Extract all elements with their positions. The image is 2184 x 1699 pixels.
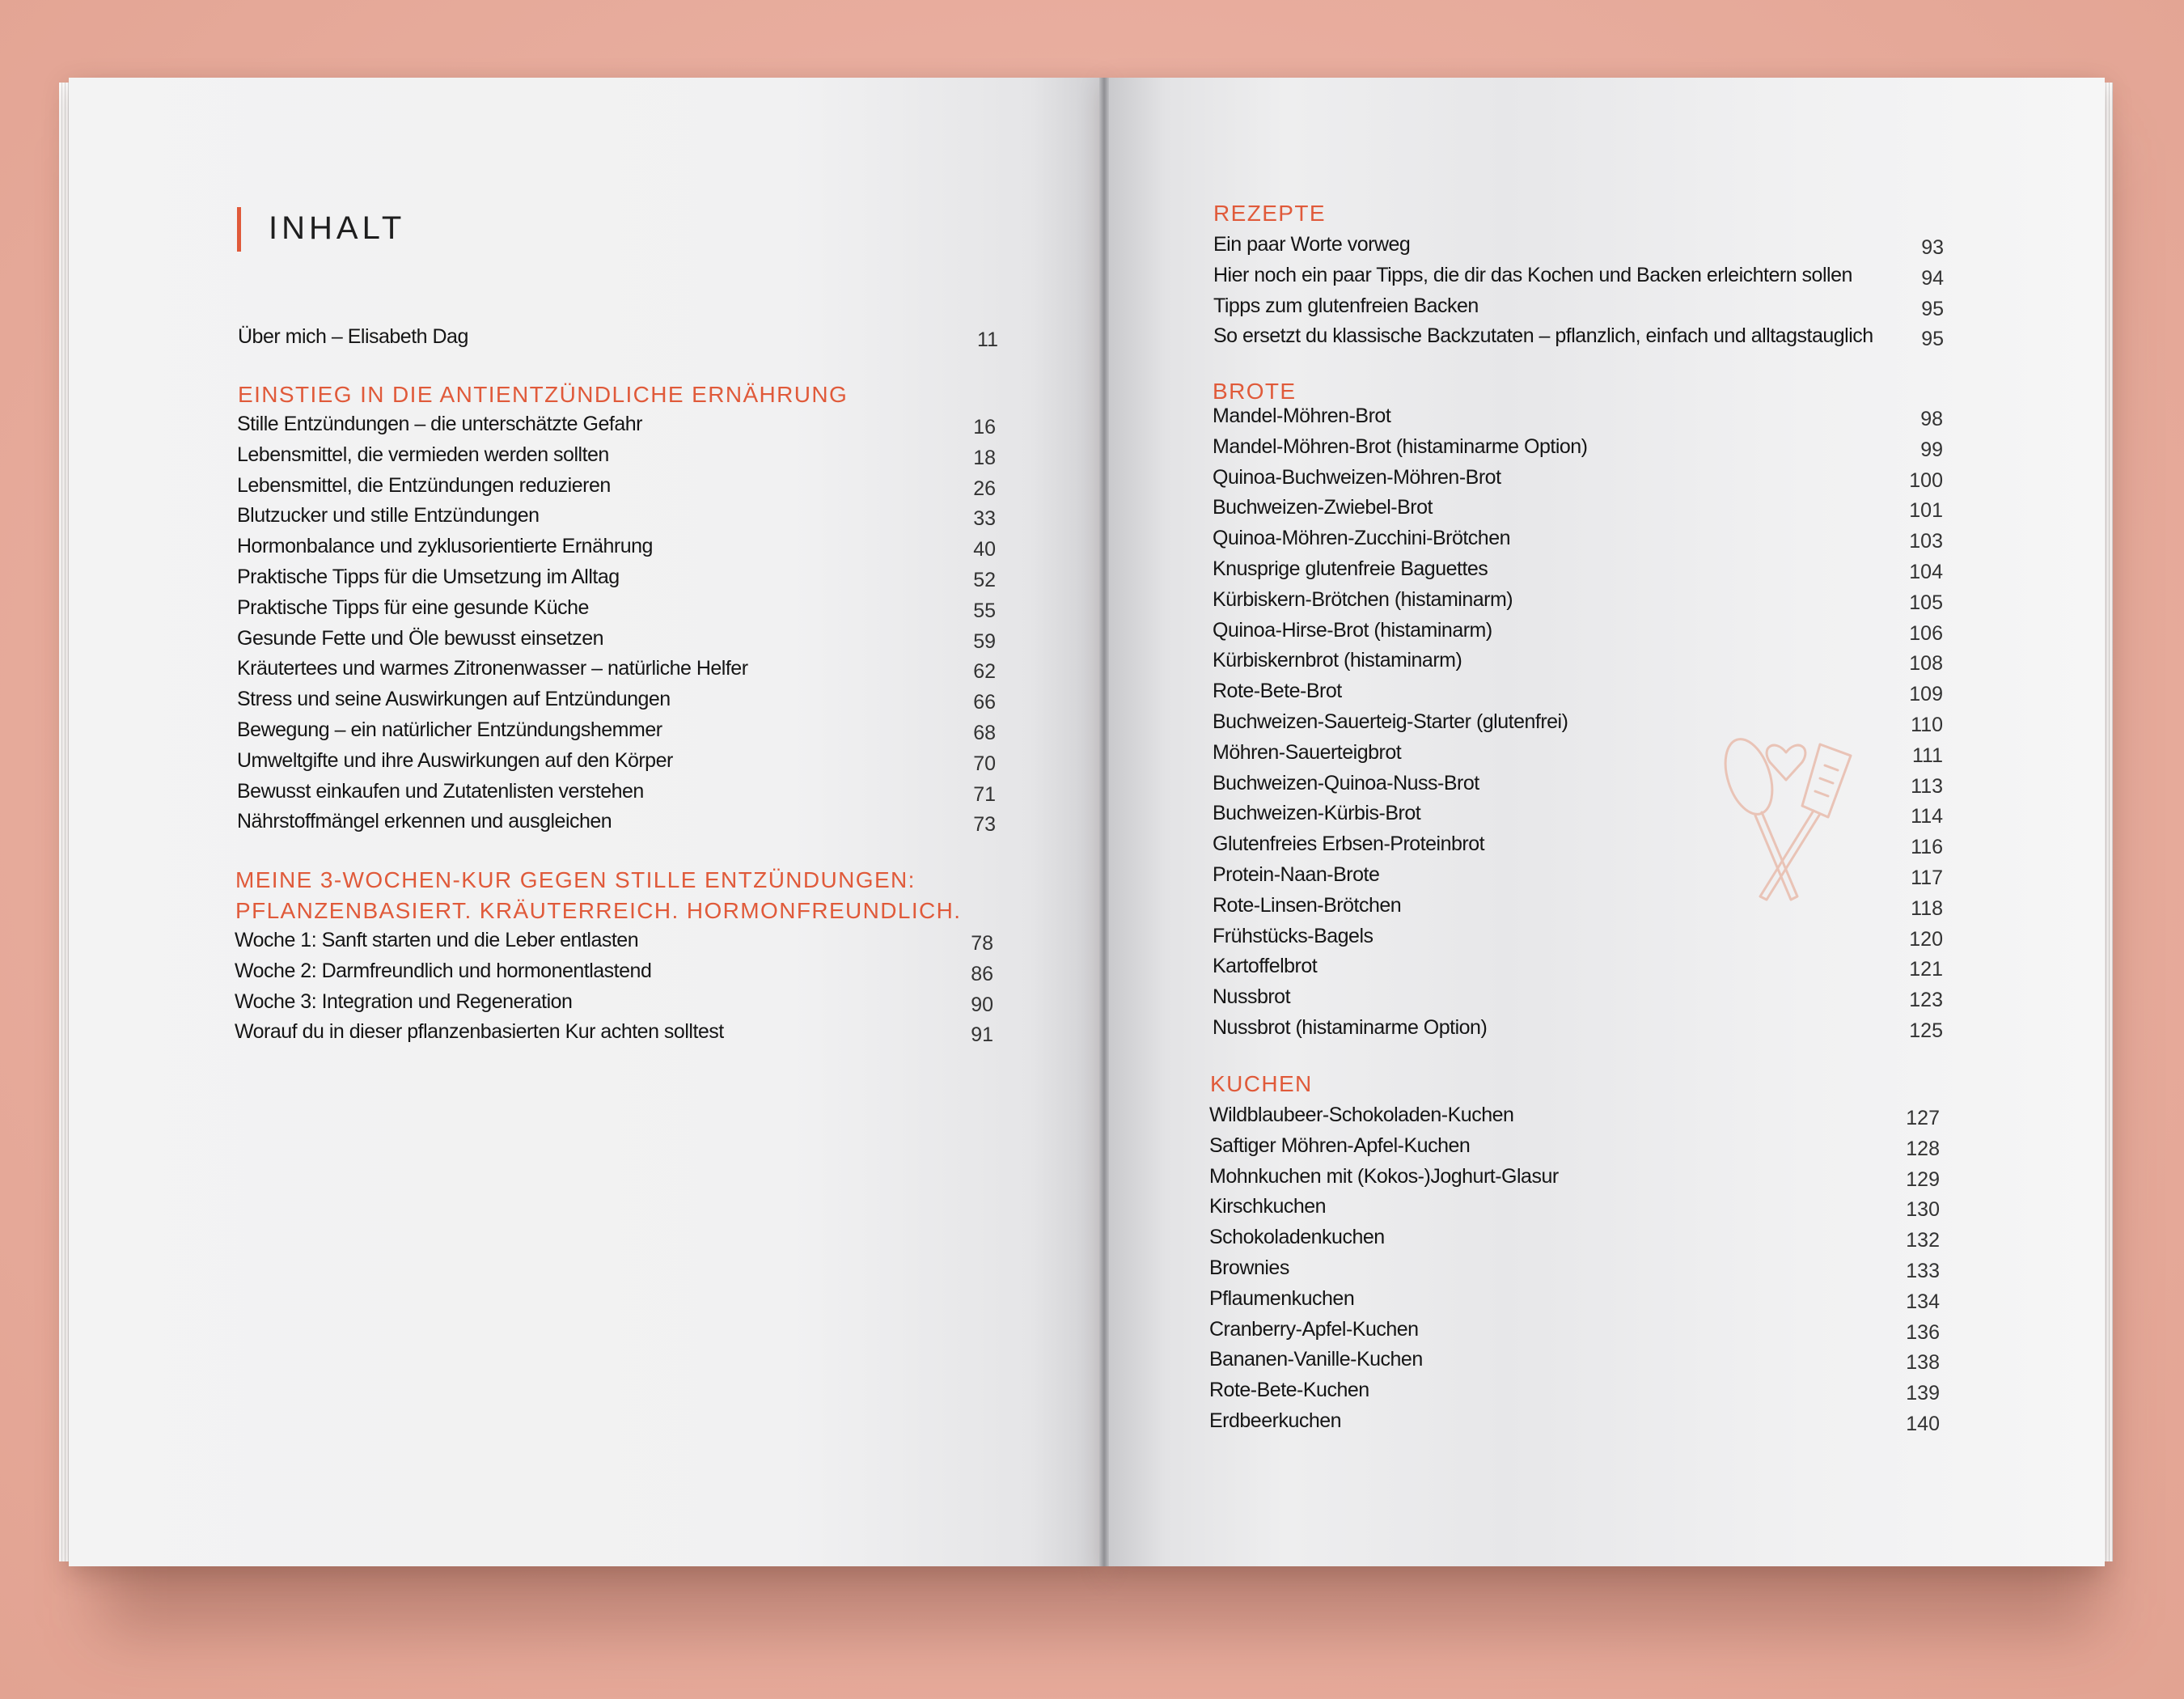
toc-entry-title: Möhren-Sauerteigbrot xyxy=(1213,740,1402,764)
toc-entry-title: Schokoladenkuchen xyxy=(1209,1226,1385,1249)
toc-entry[interactable] xyxy=(1213,496,1943,527)
toc-entry-page: 59 xyxy=(973,629,996,653)
toc-entry-title: Quinoa-Buchweizen-Möhren-Brot xyxy=(1213,465,1501,489)
toc-entry-page: 140 xyxy=(1906,1413,1940,1435)
spoon-spatula-heart-icon xyxy=(1707,720,1869,906)
toc-entry-title: Erdbeerkuchen xyxy=(1209,1409,1342,1432)
section-title-rezepte: REZEPTE xyxy=(1213,201,1326,226)
toc-entry[interactable] xyxy=(1209,1379,1940,1409)
section-title-line2: PFLANZENBASIERT. KRÄUTERREICH. HORMONFREUNDLICH. xyxy=(235,898,962,923)
toc-entry[interactable] xyxy=(1213,680,1943,710)
toc-entry-title: Kürbiskernbrot (histaminarm) xyxy=(1213,649,1462,672)
toc-entry[interactable] xyxy=(1213,649,1943,680)
toc-entry-title: Umweltgifte und ihre Auswirkungen auf den Körper xyxy=(237,748,673,772)
toc-entry-page: 55 xyxy=(973,599,996,622)
toc-entry-page: 128 xyxy=(1906,1137,1940,1160)
toc-entry[interactable] xyxy=(1209,1165,1940,1196)
toc-entry-title: Brownies xyxy=(1209,1256,1289,1279)
toc-entry-page: 129 xyxy=(1906,1167,1940,1191)
toc-entry-title: Stress und seine Auswirkungen auf Entzündungen xyxy=(237,688,671,711)
toc-entry-page: 101 xyxy=(1909,499,1943,523)
toc-entry-page: 94 xyxy=(1921,266,1944,290)
toc-entry[interactable] xyxy=(1213,619,1943,650)
toc-entry-page: 73 xyxy=(973,813,996,837)
toc-entry-page: 93 xyxy=(1921,236,1944,259)
section-title-line1: MEINE 3-WOCHEN-KUR GEGEN STILLE ENTZÜNDUNGEN: xyxy=(235,867,916,892)
toc-entry-page: 40 xyxy=(973,538,996,561)
toc-entry[interactable] xyxy=(237,504,996,535)
toc-entry[interactable] xyxy=(235,990,993,1021)
toc-entry-title: Saftiger Möhren-Apfel-Kuchen xyxy=(1209,1133,1471,1157)
toc-entry-title: Bewusst einkaufen und Zutatenlisten verstehen xyxy=(237,779,644,803)
toc-entry-title: Kürbiskern-Brötchen (histaminarm) xyxy=(1213,587,1513,611)
toc-entry[interactable] xyxy=(1213,294,1944,325)
toc-entry-title: Buchweizen-Sauerteig-Starter (glutenfrei) xyxy=(1213,710,1568,733)
toc-entry-title: Bananen-Vanille-Kuchen xyxy=(1209,1348,1423,1371)
toc-entry[interactable] xyxy=(237,413,996,443)
toc-entry-page: 103 xyxy=(1909,530,1943,553)
toc-entry[interactable] xyxy=(237,749,996,780)
toc-entry-page: 139 xyxy=(1906,1382,1940,1405)
toc-entry-title: Mohnkuchen mit (Kokos-)Joghurt-Glasur xyxy=(1209,1164,1559,1188)
toc-entry[interactable] xyxy=(1213,925,1943,955)
toc-entry-title: Mandel-Möhren-Brot (histaminarme Option) xyxy=(1213,434,1588,458)
section-title-brote: BROTE xyxy=(1213,379,1297,404)
toc-entry-page: 68 xyxy=(973,722,996,744)
toc-entry-title: Buchweizen-Kürbis-Brot xyxy=(1213,802,1421,825)
toc-entry-page: 132 xyxy=(1906,1229,1940,1252)
toc-entry[interactable] xyxy=(237,657,996,688)
toc-entry-page: 110 xyxy=(1911,714,1943,736)
toc-entry-title: Ein paar Worte vorweg xyxy=(1213,233,1411,256)
toc-heading: INHALT xyxy=(269,210,406,246)
toc-entry-title: Hier noch ein paar Tipps, die dir das Kochen und Backen erleichtern sollen xyxy=(1213,263,1852,286)
toc-entry-page: 86 xyxy=(971,962,993,985)
toc-entry-page: 90 xyxy=(971,993,993,1016)
toc-entry-page: 91 xyxy=(971,1023,993,1047)
toc-entry-page: 16 xyxy=(973,416,996,439)
toc-entry[interactable] xyxy=(1213,405,1943,435)
toc-entry-page: 99 xyxy=(1920,438,1943,461)
toc-entry-page: 123 xyxy=(1909,989,1943,1012)
toc-entry-title: Über mich – Elisabeth Dag xyxy=(238,325,468,348)
toc-entry-page: 18 xyxy=(973,446,996,469)
toc-entry[interactable] xyxy=(237,780,996,811)
toc-entry-title: Rote-Bete-Brot xyxy=(1213,680,1342,703)
toc-entry-page: 33 xyxy=(973,507,996,531)
toc-entry-page: 136 xyxy=(1906,1320,1940,1344)
toc-entry[interactable] xyxy=(1213,435,1943,466)
toc-entry[interactable] xyxy=(237,474,996,505)
toc-entry-title: Praktische Tipps für eine gesunde Küche xyxy=(237,595,589,619)
toc-entry[interactable] xyxy=(1209,1134,1940,1165)
section-title: EINSTIEG IN DIE ANTIENTZÜNDLICHE ERNÄHRUNG xyxy=(238,382,849,407)
toc-entry-page: 120 xyxy=(1909,927,1943,951)
toc-entry-page: 127 xyxy=(1906,1107,1940,1129)
toc-entry-title: Protein-Naan-Brote xyxy=(1213,863,1380,886)
toc-entry[interactable] xyxy=(1213,588,1943,619)
toc-entry-page: 95 xyxy=(1921,328,1944,351)
toc-entry[interactable] xyxy=(237,627,996,658)
toc-entry[interactable] xyxy=(1213,233,1944,264)
toc-entry-title: Buchweizen-Zwiebel-Brot xyxy=(1213,496,1433,519)
toc-entry[interactable] xyxy=(237,810,996,841)
toc-entry-title: Rote-Linsen-Brötchen xyxy=(1213,893,1402,917)
toc-entry-page: 134 xyxy=(1906,1290,1940,1313)
toc-entry[interactable] xyxy=(1209,1226,1940,1256)
toc-entry[interactable] xyxy=(237,718,996,749)
toc-entry-title: Blutzucker und stille Entzündungen xyxy=(237,504,540,527)
toc-entry[interactable] xyxy=(1209,1409,1940,1440)
toc-entry-page: 116 xyxy=(1911,836,1943,859)
toc-entry-title: Buchweizen-Quinoa-Nuss-Brot xyxy=(1213,771,1479,794)
toc-entry-page: 105 xyxy=(1909,591,1943,614)
toc-entry-page: 108 xyxy=(1909,652,1943,676)
toc-entry-title: Rote-Bete-Kuchen xyxy=(1209,1379,1369,1402)
toc-entry[interactable] xyxy=(1213,985,1943,1016)
toc-entry-page: 130 xyxy=(1906,1198,1940,1222)
toc-entry-title: Nährstoffmängel erkennen und ausgleichen xyxy=(237,810,612,833)
toc-entry-page: 109 xyxy=(1909,683,1943,706)
toc-entry[interactable] xyxy=(235,929,993,960)
toc-entry-title: Woche 2: Darmfreundlich und hormonentlastend xyxy=(235,959,652,982)
toc-entry[interactable] xyxy=(1213,324,1944,355)
heading-accent-bar xyxy=(237,207,241,252)
toc-entry[interactable] xyxy=(237,443,996,474)
toc-entry[interactable] xyxy=(1213,264,1944,294)
toc-entry-page: 26 xyxy=(973,477,996,500)
toc-entry-page: 106 xyxy=(1909,621,1943,645)
toc-entry-title: Lebensmittel, die vermieden werden sollten xyxy=(237,443,609,466)
toc-entry-title: Kräutertees und warmes Zitronenwasser – natürliche Helfer xyxy=(237,657,748,680)
toc-entry-page: 118 xyxy=(1911,896,1943,920)
toc-entry-page: 111 xyxy=(1911,744,1943,767)
toc-entry-title: Wildblaubeer-Schokoladen-Kuchen xyxy=(1209,1104,1514,1126)
toc-entry-page: 113 xyxy=(1911,774,1943,798)
toc-entry[interactable] xyxy=(1213,1016,1943,1047)
toc-entry-title: Nussbrot (histaminarme Option) xyxy=(1213,1016,1488,1039)
toc-entry[interactable] xyxy=(237,596,996,627)
toc-entry-title: Glutenfreies Erbsen-Proteinbrot xyxy=(1213,833,1485,856)
toc-entry[interactable] xyxy=(1213,557,1943,588)
toc-entry[interactable] xyxy=(1213,466,1943,497)
toc-entry-page: 117 xyxy=(1911,866,1943,889)
toc-entry-title: Woche 3: Integration und Regeneration xyxy=(235,989,573,1013)
toc-entry-title: Kartoffelbrot xyxy=(1213,955,1318,978)
toc-entry-page: 100 xyxy=(1909,468,1943,492)
toc-entry-title: Frühstücks-Bagels xyxy=(1213,924,1373,947)
toc-entry-title: Knusprige glutenfreie Baguettes xyxy=(1213,557,1488,580)
book-gutter xyxy=(1099,78,1109,1566)
toc-entry-title: Praktische Tipps für die Umsetzung im Alltag xyxy=(237,566,620,588)
toc-entry-page: 114 xyxy=(1911,805,1943,828)
toc-entry-title: Bewegung – ein natürlicher Entzündungshemmer xyxy=(237,718,662,741)
toc-entry[interactable] xyxy=(235,960,993,990)
toc-entry-title: Gesunde Fette und Öle bewusst einsetzen xyxy=(237,626,604,650)
toc-entry[interactable] xyxy=(1209,1104,1940,1134)
toc-entry-page: 71 xyxy=(973,782,996,806)
toc-entry-title: Quinoa-Möhren-Zucchini-Brötchen xyxy=(1213,527,1511,550)
toc-entry[interactable] xyxy=(238,325,998,356)
toc-entry[interactable] xyxy=(1209,1287,1940,1318)
toc-entry-title: Quinoa-Hirse-Brot (histaminarm) xyxy=(1213,618,1492,642)
toc-entry[interactable] xyxy=(1213,527,1943,557)
toc-entry[interactable] xyxy=(1209,1348,1940,1379)
toc-entry[interactable] xyxy=(1213,955,1943,985)
toc-entry-page: 125 xyxy=(1909,1019,1943,1042)
toc-entry-page: 66 xyxy=(973,691,996,714)
toc-entry-title: Lebensmittel, die Entzündungen reduzieren xyxy=(237,473,611,497)
toc-entry-title: Kirschkuchen xyxy=(1209,1195,1327,1218)
toc-entry-page: 11 xyxy=(977,328,998,351)
toc-entry[interactable] xyxy=(1209,1318,1940,1349)
toc-entry-title: Nussbrot xyxy=(1213,985,1291,1009)
toc-entry-title: Cranberry-Apfel-Kuchen xyxy=(1209,1317,1419,1341)
section-title-kuchen: KUCHEN xyxy=(1210,1071,1313,1096)
toc-entry-page: 70 xyxy=(973,752,996,775)
toc-entry-page: 104 xyxy=(1909,561,1943,583)
toc-entry-page: 78 xyxy=(971,932,993,955)
toc-entry[interactable] xyxy=(235,1020,993,1051)
toc-entry[interactable] xyxy=(1209,1256,1940,1287)
toc-entry-page: 121 xyxy=(1909,958,1943,981)
toc-entry-title: So ersetzt du klassische Backzutaten – pflanzlich, einfach und alltagstauglich xyxy=(1213,324,1873,348)
toc-entry-title: Worauf du in dieser pflanzenbasierten Kur achten solltest xyxy=(235,1020,724,1044)
toc-entry[interactable] xyxy=(237,566,996,596)
toc-entry-page: 133 xyxy=(1906,1260,1940,1282)
toc-entry-title: Pflaumenkuchen xyxy=(1209,1286,1355,1310)
toc-entry-page: 95 xyxy=(1921,297,1944,320)
toc-entry-title: Tipps zum glutenfreien Backen xyxy=(1213,294,1479,317)
toc-entry-title: Stille Entzündungen – die unterschätzte Gefahr xyxy=(237,413,642,435)
toc-entry[interactable] xyxy=(237,535,996,566)
toc-entry-title: Hormonbalance und zyklusorientierte Ernährung xyxy=(237,535,653,558)
toc-entry-page: 138 xyxy=(1906,1351,1940,1375)
toc-entry-page: 62 xyxy=(973,660,996,684)
toc-entry-page: 52 xyxy=(973,569,996,591)
toc-entry-title: Woche 1: Sanft starten und die Leber entlasten xyxy=(235,929,639,951)
toc-entry[interactable] xyxy=(1209,1195,1940,1226)
toc-entry[interactable] xyxy=(237,688,996,718)
toc-entry-title: Mandel-Möhren-Brot xyxy=(1213,405,1391,427)
toc-entry-page: 98 xyxy=(1920,408,1943,430)
